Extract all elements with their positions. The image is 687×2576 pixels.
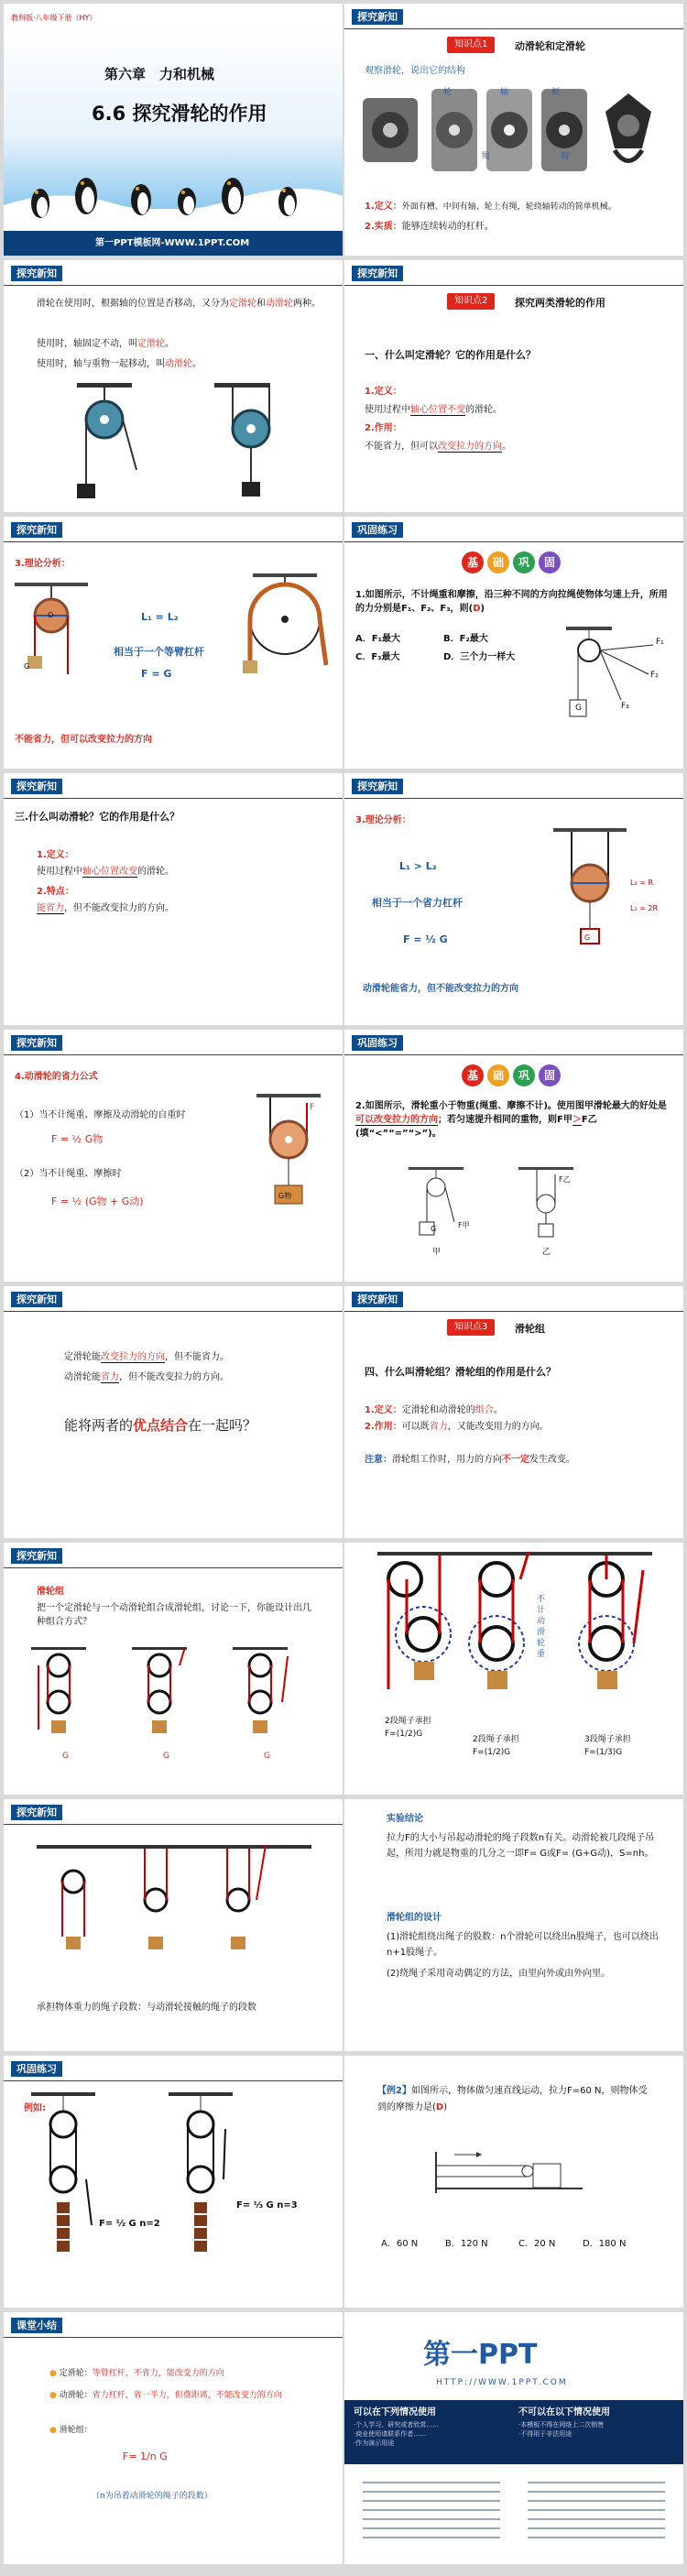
case-3-formula: F=(1/3)G [584, 1748, 623, 1757]
part-label-rope: 绳 [482, 152, 491, 161]
essence-text: 能够连续转动的杠杆。 [401, 222, 494, 232]
option-b: B．F₂最大 [443, 634, 488, 644]
note-part1: 滑轮组工作时，用力的方向 [392, 1455, 502, 1465]
def-part2: 的滑轮。 [137, 867, 174, 877]
block-title: 滑轮组 [37, 1587, 64, 1597]
question-fixed: 一、什么叫定滑轮？它的作用是什么？ [365, 349, 536, 361]
force-eq: F = ½ G [403, 933, 448, 945]
slide-fixed-movable-intro [4, 260, 343, 512]
slide-fixed-analysis [4, 517, 343, 769]
badge-gu: 固 [539, 1064, 561, 1086]
summary-movable-key: 省力 [101, 1372, 119, 1382]
combine-key: 优点结合 [133, 1417, 189, 1434]
f3-label: F₃ [621, 702, 629, 711]
knowledge-point-title: 动滑轮和定滑轮 [515, 40, 585, 52]
badge-chu: 础 [487, 551, 509, 573]
slide-practice-2 [344, 1030, 683, 1282]
definition-label: 1.定义： [37, 850, 74, 860]
section-tag: 探究新知 [11, 1035, 62, 1051]
slide-practice-1 [344, 517, 683, 769]
note-part2: 发生改变。 [529, 1455, 575, 1465]
allowed-heading: 可以在下列情况使用 [354, 2407, 436, 2418]
punct: 。 [165, 339, 174, 349]
example-label: 例如: [24, 2103, 46, 2113]
badge-group [462, 551, 564, 573]
summary-movable-2: ，但不能改变拉力的方向。 [119, 1372, 229, 1382]
disallowed-heading: 不可以在以下情况使用 [518, 2407, 610, 2418]
function-label: 2.作用： [365, 1422, 402, 1432]
weight-label-3: G [264, 1752, 270, 1761]
pivot-label: O [48, 611, 54, 619]
question-2: 2.如图所示，滑轮重小于物重(绳重、摩擦不计)。使用图甲滑轮最大的好处是 [355, 1101, 667, 1111]
knowledge-point-badge: 知识点3 [447, 1319, 495, 1336]
slide-summary: 课堂小结 ● 定滑轮：等臂杠杆，不省力，能改变力的方向 ● 动滑轮：省力杠杆，省一半力，但费距离，不能改变力的方向 ● 滑轮组： F= 1/n G （n为吊着动滑轮的绳子的段数） [4, 2312, 343, 2564]
part-label-hook: 钩 [561, 152, 570, 161]
intro-end: 两种。 [293, 299, 321, 309]
badge-group [462, 1064, 564, 1086]
weight-label-2: G [163, 1752, 169, 1761]
summary-fixed-1: 定滑轮能 [64, 1352, 101, 1362]
lever-type: 相当于一个省力杠杆 [372, 897, 463, 909]
example-formula-1: F= ½ G n=2 [99, 2219, 160, 2229]
option-a: A．60 N [381, 2239, 419, 2249]
two-pulley-diagram [49, 383, 324, 502]
movable-desc: 使用时，轴与重物一起移动，叫 [37, 359, 165, 369]
option-c: C．20 N [518, 2239, 556, 2249]
f2-label: F₂ [650, 671, 659, 680]
section-tag: 探究新知 [11, 1805, 62, 1820]
question-movable: 三.什么叫动滑轮？它的作用是什么？ [15, 811, 180, 823]
slide-example-2 [344, 2056, 683, 2308]
fixed-desc: 使用时，轴固定不动，叫 [37, 339, 137, 349]
conclusion-text: 拉力F的大小与吊起动滑轮的绳子段数n有关。动滑轮被几段绳子吊起，所用力就是物重的几分之一即F= G或F= (G+G动)，S=nh。 [387, 1833, 655, 1859]
movable-name: 动滑轮 [165, 359, 192, 369]
slide-practice-examples [4, 2056, 343, 2308]
badge-chu: 础 [487, 1064, 509, 1086]
feature-rest: ，但不能改变拉力的方向。 [64, 903, 174, 913]
summary-formula: F= 1/n G [123, 2450, 168, 2462]
label-yi: 乙 [542, 1248, 551, 1257]
block-question: 把一个定滑轮与一个动滑轮组合成滑轮组，讨论一下，你能设计出几种组合方式？ [37, 1603, 311, 1627]
slide-block-rope-counts [344, 1543, 683, 1795]
option-d: D．三个力一样大 [443, 652, 516, 662]
summary-fixed-2: ，但不能省力。 [165, 1352, 229, 1362]
weight-label-a: G [431, 1225, 437, 1233]
summary-fixed-text: 等臂杠杆，不省力，能改变力的方向 [92, 2369, 224, 2378]
condition-2: （2）当不计绳重、摩擦时 [15, 1169, 122, 1179]
knowledge-point-badge: 知识点1 [447, 37, 495, 53]
func-part2: ，又能改变用力的方向。 [447, 1422, 549, 1432]
func-key: 省力 [429, 1422, 448, 1432]
example-question-end: ) [443, 2102, 448, 2112]
case-1-formula: F=(1/2)G [385, 1730, 423, 1739]
func-part1: 不能省力，但可以 [365, 442, 438, 452]
summary-note: （n为吊着动滑轮的绳子的段数） [92, 2492, 213, 2501]
textbook-label: 教科版·八年级下册（HY） [11, 14, 97, 22]
force-label-jia: F甲 [458, 1221, 470, 1229]
example-answer: D [435, 2102, 444, 2112]
slide-pulley-structure [344, 4, 683, 256]
analysis-title: 3.理论分析： [355, 815, 411, 825]
answer-1: D [473, 604, 481, 614]
practice-tag: 巩固练习 [352, 522, 403, 538]
section-tag: 探究新知 [352, 779, 403, 794]
note-key: 不一定 [502, 1455, 529, 1465]
pulley-photos-image [363, 84, 665, 185]
slide-movable-analysis [344, 773, 683, 1025]
slide-ending [344, 2312, 683, 2564]
equal-arms: L₁ = L₂ [141, 611, 179, 623]
answer-2b: ＞ [572, 1115, 582, 1125]
case-2-label: 2段绳子承担 [473, 1735, 519, 1744]
conclusion-heading: 实验结论 [387, 1814, 423, 1824]
example-tag: 【例2】 [377, 2086, 411, 2096]
lesson-title: 6.6 探究滑轮的作用 [92, 103, 267, 125]
knowledge-point-title: 探究两类滑轮的作用 [515, 297, 605, 309]
force-label-yi: F乙 [559, 1175, 571, 1184]
func-part1: 可以既 [401, 1422, 430, 1432]
practice-tag: 巩固练习 [11, 2061, 62, 2077]
analysis-title: 3.理论分析： [15, 559, 71, 569]
section-tag: 探究新知 [352, 1292, 403, 1307]
movable-conclusion: 动滑轮能省力，但不能改变拉力的方向 [363, 984, 518, 994]
slide-experiment-conclusion [344, 1799, 683, 2051]
movable-pulley-term: 动滑轮 [266, 299, 293, 309]
fixed-name: 定滑轮 [137, 339, 165, 349]
feature-label: 2.特点： [37, 887, 74, 897]
part-label-wheel: 轮 [443, 88, 453, 97]
definition-text: 外面有槽、中间有轴、轮上有绳，轮绕轴转动的简单机械。 [401, 202, 616, 212]
function-label: 2.作用： [365, 423, 402, 433]
def-part1: 使用过程中 [365, 405, 410, 415]
f1-label: F₁ [656, 638, 664, 647]
weight-label: G [584, 933, 591, 942]
question-block: 四、什么叫滑轮组？滑轮组的作用是什么？ [365, 1366, 556, 1378]
slide-fixed-pulley-def [344, 260, 683, 512]
def-part2: 的滑轮。 [465, 405, 502, 415]
example-question: 如图所示，物体做匀速直线运动，拉力F=60 N，则物体受到的摩擦力是( [377, 2086, 648, 2112]
combine-q1: 能将两者的 [64, 1417, 134, 1434]
section-tag: 探究新知 [352, 9, 403, 25]
summary-block-label: 滑轮组： [59, 2426, 93, 2435]
answer-2a: 可以改变拉力的方向 [355, 1115, 438, 1125]
summary-movable-text: 省力杠杆，省一半力，但费距离，不能改变力的方向 [92, 2391, 282, 2400]
disallowed-text: ·本模板不得在网络上二次销售 ·不得用于非法用途 [518, 2421, 605, 2438]
def-key: 轴心位置改变 [82, 867, 137, 877]
intro-text: 滑轮在使用时，根据轴的位置是否移动，又分为 [37, 299, 229, 309]
slide-rope-segments [4, 1799, 343, 2051]
fixed-pulley-term: 定滑轮 [229, 299, 256, 309]
note-no-weight: 不计动滑轮重 [537, 1595, 546, 1659]
formula-2: F = ½ (G物 + G动) [51, 1195, 144, 1207]
example-blocks-diagram [31, 2092, 324, 2266]
note-label: 注意： [365, 1455, 392, 1465]
option-d: D．180 N [583, 2239, 627, 2249]
design-heading: 滑轮组的设计 [387, 1913, 442, 1923]
link-list-decoration [354, 2473, 674, 2556]
case-2-formula: F=(1/2)G [473, 1748, 511, 1757]
feature-key: 能省力 [37, 903, 64, 913]
section-tag: 探究新知 [11, 522, 62, 538]
question-1: 1.如图所示，不计绳重和摩擦，沿三种不同的方向拉绳使物体匀速上升，所用的力分别是F₁、F₂、F₃，则( [355, 590, 668, 614]
func-part2: 。 [502, 442, 511, 452]
section-tag: 探究新知 [11, 1548, 62, 1564]
arm-l1-label: L₁ = 2R [630, 904, 659, 912]
summary-tag: 课堂小结 [11, 2318, 62, 2333]
chapter-title: 第六章 力和机械 [104, 66, 215, 82]
option-b: B．120 N [445, 2239, 488, 2249]
summary-fixed-key: 改变拉力的方向 [101, 1352, 165, 1362]
case-1-label: 2段绳子承担 [385, 1717, 431, 1726]
brand-logo: 第一PPT [423, 2339, 538, 2371]
section-tag: 探究新知 [352, 266, 403, 281]
slide-combine-question [4, 1286, 343, 1538]
option-c: C．F₃最大 [355, 652, 400, 662]
knowledge-point-title: 滑轮组 [515, 1323, 545, 1335]
option-a: A．F₁最大 [355, 634, 400, 644]
definition-label: 1.定义： [365, 1405, 402, 1415]
cover-footer: 第一PPT模板网-WWW.1PPT.COM [95, 238, 250, 248]
badge-ji: 基 [462, 1064, 484, 1086]
penguins-image [4, 169, 343, 233]
rope-segments-diagram [359, 1552, 671, 1717]
badge-ji: 基 [462, 551, 484, 573]
def-part1: 定滑轮和动滑轮的 [401, 1405, 475, 1415]
segment-rule: 承担物体重力的绳子段数：与动滑轮接触的绳子的段数 [37, 2003, 256, 2013]
case-3-label: 3段绳子承担 [584, 1735, 631, 1744]
force-eq: F = G [141, 668, 172, 680]
slide-block-design [4, 1543, 343, 1795]
badge-gong: 巩 [513, 551, 535, 573]
section-tag: 探究新知 [11, 1292, 62, 1307]
horizontal-pulley-diagram [436, 2147, 583, 2202]
formula-title: 4.动滑轮的省力公式 [15, 1072, 98, 1082]
allowed-text: ·个人学习、研究或者欣赏…… ·商业使用请联系作者…… ·作为演示用途 [354, 2421, 440, 2447]
weight-label-1: G [62, 1752, 69, 1761]
punct: 。 [192, 359, 202, 369]
brand-url: HTTP://WWW.1PPT.COM [436, 2378, 568, 2387]
def-part1: 使用过程中 [37, 867, 82, 877]
condition-1: （1）当不计绳重、摩擦及动滑轮的自重时 [15, 1110, 186, 1120]
badge-gu: 固 [539, 551, 561, 573]
force-label: F [310, 1103, 315, 1112]
section-tag: 探究新知 [11, 266, 62, 281]
summary-movable-1: 动滑轮能 [64, 1372, 101, 1382]
func-key: 改变拉力的方向 [438, 442, 502, 452]
part-label-axle: 轴 [500, 88, 509, 97]
block-options-diagram [31, 1647, 324, 1766]
def-part2: 。 [493, 1405, 503, 1415]
observe-text: 观察滑轮，说出它的结构 [365, 66, 465, 76]
combine-q2: 在一起吗？ [188, 1417, 257, 1434]
question-2c: F乙 (填“<”“=”“>”)。 [355, 1115, 597, 1139]
part-label-frame: 框 [551, 88, 561, 97]
weight-label: G [575, 704, 582, 713]
arm-l2-label: L₂ = R [630, 879, 654, 887]
slide-cover [4, 4, 343, 256]
fixed-pulley-zoom-diagram [234, 573, 335, 674]
intro-and: 和 [256, 299, 266, 309]
lever-type: 相当于一个等臂杠杆 [114, 646, 204, 658]
slide-pulley-block-def [344, 1286, 683, 1538]
def-key: 轴心位置不变 [410, 405, 465, 415]
summary-fixed-label: 定滑轮： [59, 2369, 93, 2378]
essence-label: 2.实质： [365, 222, 402, 232]
label-jia: 甲 [432, 1248, 442, 1257]
knowledge-point-badge: 知识点2 [447, 293, 495, 310]
fixed-conclusion: 不能省力，但可以改变拉力的方向 [15, 735, 152, 745]
arm-relation: L₁ > L₂ [399, 860, 437, 872]
design-rule-2: (2)绕绳子采用奇动偶定的方法，由里向外或由外向里。 [387, 1969, 611, 1979]
definition-label: 1.定义： [365, 202, 402, 212]
example-formula-2: F= ⅓ G n=3 [236, 2200, 298, 2210]
def-key: 组合 [474, 1405, 494, 1415]
design-rule-1: (1)滑轮组绕出绳子的股数：n个滑轮可以绕出n股绳子，也可以绕出n+1股绳子。 [387, 1932, 659, 1958]
question-1-end: ) [480, 604, 485, 614]
slide-movable-formula [4, 1030, 343, 1282]
section-tag: 探究新知 [11, 779, 62, 794]
weight-label: G物 [278, 1192, 292, 1200]
practice-tag: 巩固练习 [352, 1035, 403, 1051]
badge-gong: 巩 [513, 1064, 535, 1086]
summary-movable-label: 动滑轮： [59, 2391, 93, 2400]
weight-label: G [24, 662, 30, 671]
question-2b: ；若匀速提升相同的重物，则F甲 [438, 1115, 572, 1125]
slide-movable-def [4, 773, 343, 1025]
definition-label: 1.定义： [365, 387, 402, 397]
segment-count-diagram [37, 1845, 330, 1964]
formula-1: F = ½ G物 [51, 1133, 104, 1145]
